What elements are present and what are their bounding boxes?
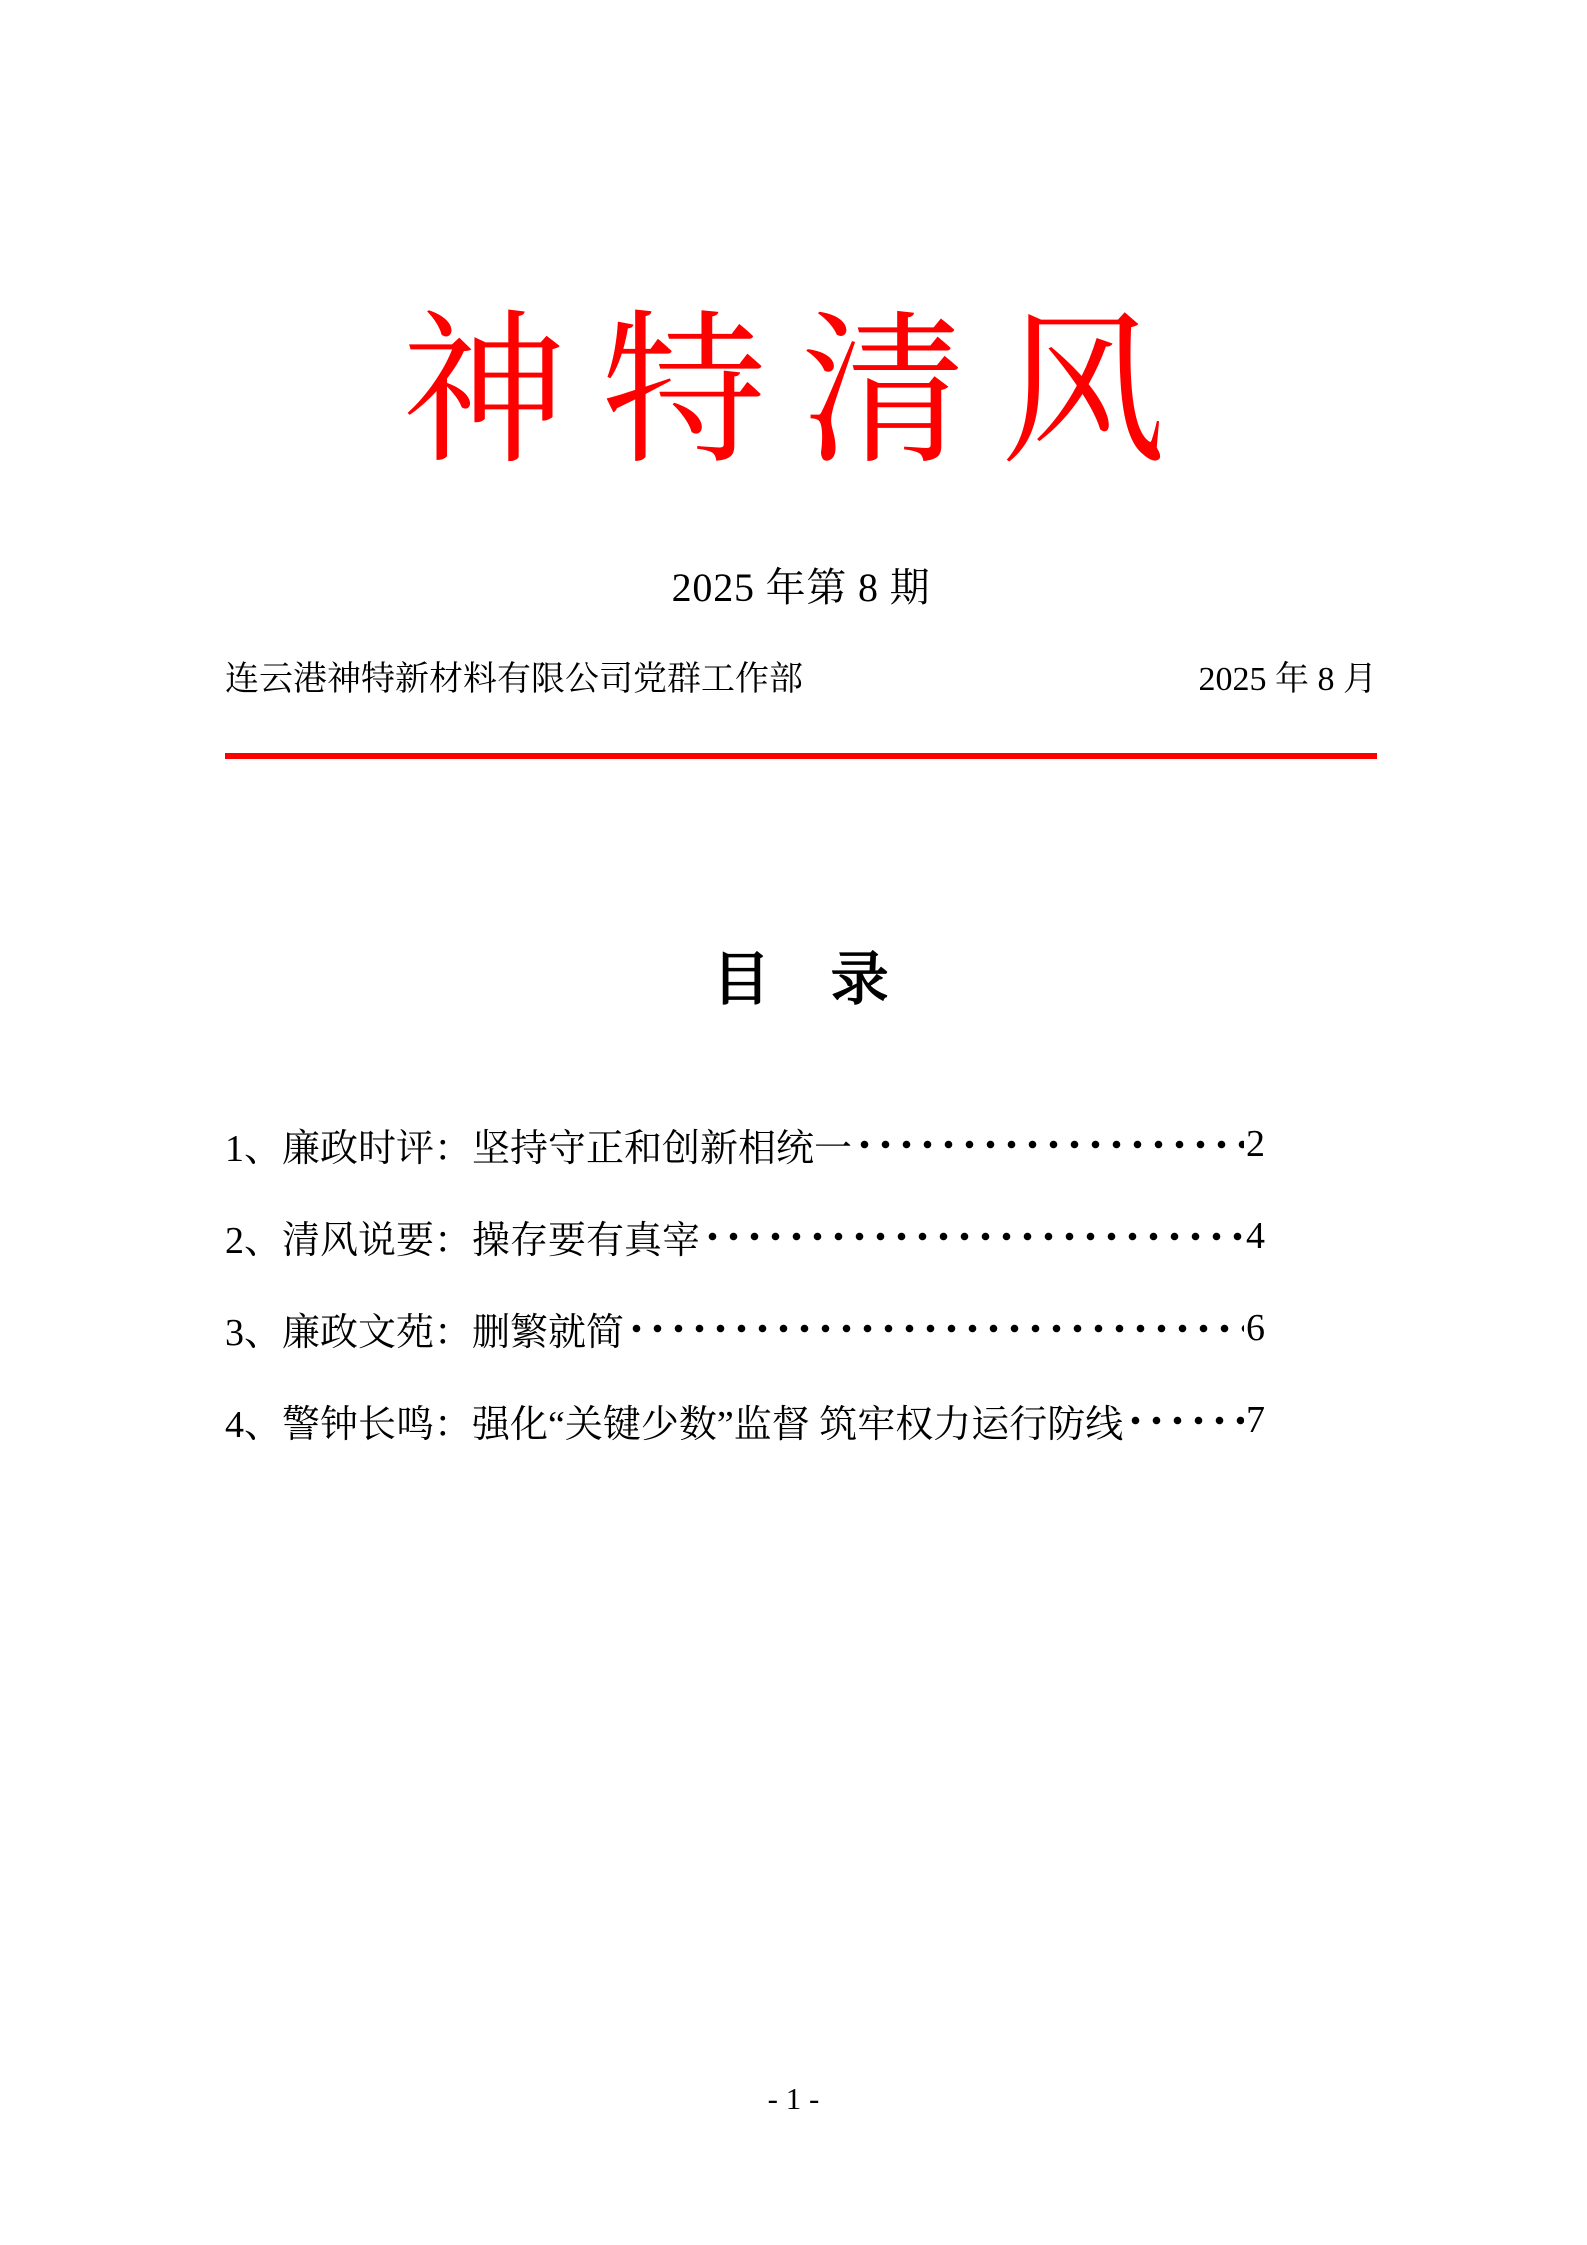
toc-page-number: 6	[1246, 1307, 1265, 1350]
publisher-name: 连云港神特新材料有限公司党群工作部	[225, 661, 803, 699]
toc-item[interactable]	[225, 1117, 1265, 1172]
toc-item[interactable]	[225, 1301, 1265, 1356]
toc-item-text: 1、廉政时评：坚持守正和创新相统一	[225, 1127, 853, 1170]
toc-item-text: 4、警钟长鸣：强化“关键少数”监督 筑牢权力运行防线	[225, 1403, 1124, 1446]
toc-item[interactable]	[225, 1393, 1265, 1448]
dot-leader	[854, 1117, 1244, 1172]
issue-number: 2025 年第 8 期	[671, 565, 931, 611]
toc-page-number: 7	[1246, 1399, 1265, 1442]
publisher-row	[225, 660, 1377, 701]
newsletter-title: 神特清风	[401, 301, 1201, 484]
dot-leader	[702, 1209, 1244, 1264]
page-number-footer: - 1 -	[767, 2081, 820, 2116]
toc-list	[225, 1117, 1377, 1448]
dot-leader	[626, 1301, 1244, 1356]
toc-page-number: 2	[1246, 1123, 1265, 1166]
toc-item[interactable]	[225, 1209, 1265, 1264]
toc-item-text: 3、廉政文苑：删繁就简	[225, 1311, 625, 1354]
toc-heading: 目 录	[712, 947, 890, 1013]
red-divider-rule	[225, 753, 1377, 759]
toc-item-text: 2、清风说要：操存要有真宰	[225, 1219, 701, 1262]
toc-page-number: 4	[1246, 1215, 1265, 1258]
dot-leader	[1125, 1393, 1244, 1448]
publish-date: 2025 年 8 月	[1198, 661, 1377, 699]
page-content	[225, 290, 1377, 1448]
